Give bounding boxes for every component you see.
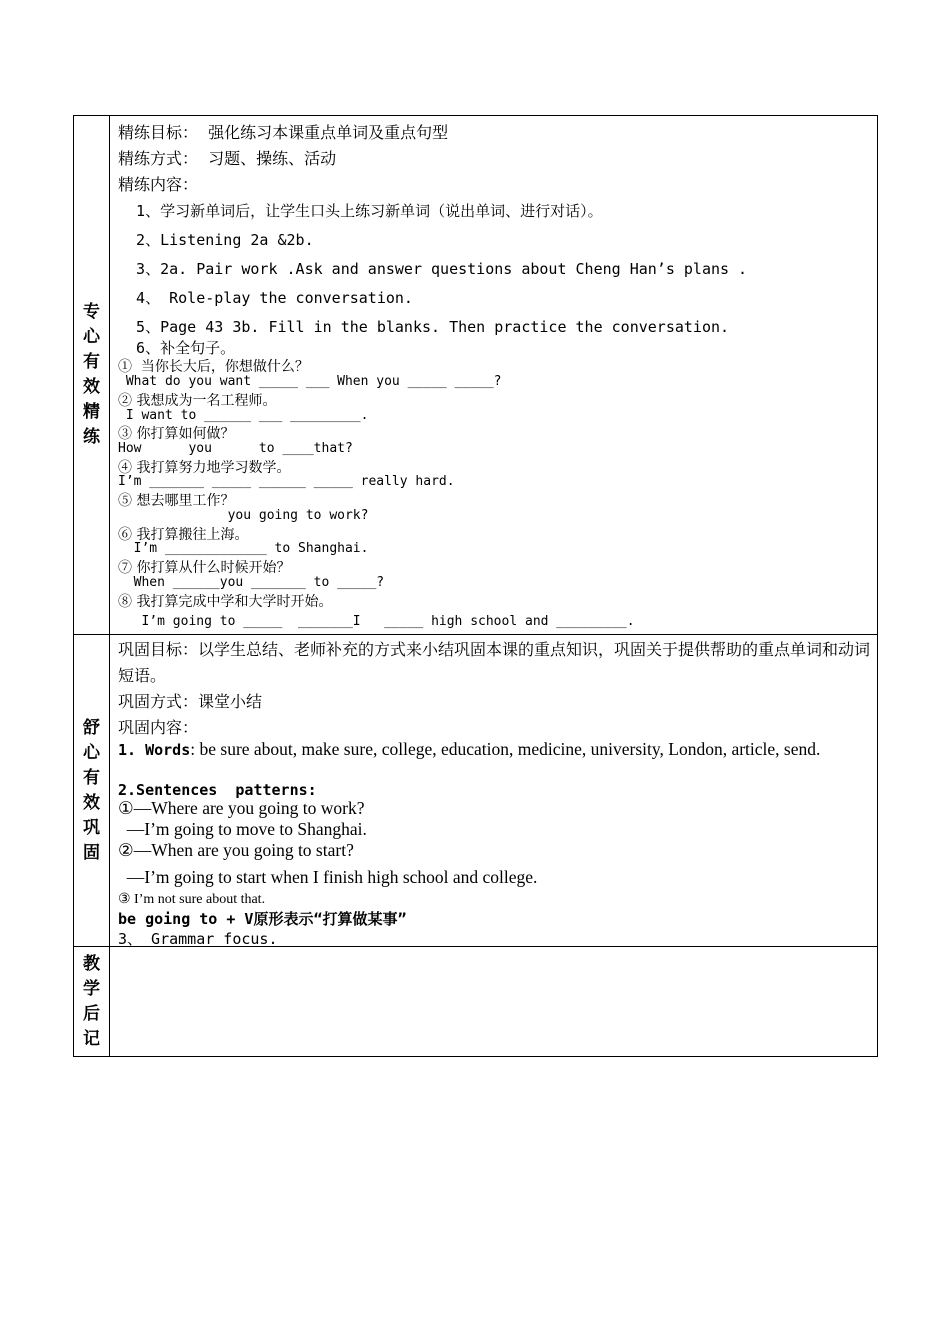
exercise-en: I’m _____________ to Shanghai. [118,541,369,556]
practice-section [74,116,877,634]
exercise-cn: ⑥ 我打算搬往上海。 [118,527,249,543]
exercise-en: I want to ______ ___ _________. [118,408,369,423]
sentence-line: ②—When are you going to start? [118,840,354,860]
practice-item: 4、 Role-play the conversation. [118,289,413,307]
exercise-cn: ④ 我打算努力地学习数学。 [118,460,291,476]
exercise-cn: ③ 你打算如何做？ [118,426,235,442]
exercise-en: I’m going to _____ _______I _____ high school and _________. [118,614,635,629]
practice-content-title: 精练内容： [118,175,199,194]
grammar-rule: be going to + V原形表示“打算做某事” [118,910,407,928]
practice-goal: 精练目标： 强化练习本课重点单词及重点句型 [118,123,449,142]
words-text: : be sure about, make sure, college, education, medicine, university, London, article, send. [190,739,821,759]
sentence-line: —I’m going to move to Shanghai. [118,819,367,839]
exercise-en: you going to work? [118,508,369,523]
consolidation-method: 巩固方式：课堂小结 [118,692,263,711]
exercise-cn: ⑦ 你打算从什么时候开始？ [118,560,291,576]
words-prefix: 1. Words [118,741,191,759]
practice-item: 6、补全句子。 [118,339,236,357]
lesson-table [73,115,878,1057]
practice-item: 1、学习新单词后，让学生口头上练习新单词（说出单词、进行对话）。 [118,202,603,220]
reflection-section [74,946,877,1057]
practice-item: 5、Page 43 3b. Fill in the blanks. Then practice the conversation. [118,318,730,336]
consolidation-section [74,634,877,947]
practice-content [118,116,871,634]
practice-label: 专 心 有 效 精 练 [74,116,110,634]
exercise-en: I’m _______ _____ ______ _____ really hard. [118,474,455,489]
sentence-line: —I’m going to start when I finish high school and college. [118,867,538,887]
sentence-small: ③ I’m not sure about that. [118,892,266,907]
exercise-cn: ⑤ 想去哪里工作？ [118,493,235,509]
practice-item: 3、2a. Pair work .Ask and answer questions about Cheng Han’s plans . [118,260,748,278]
exercise-en: How you to ____that? [118,441,353,456]
consolidation-content-title: 巩固内容： [118,718,199,737]
sentence-line: ①—Where are you going to work? [118,798,365,818]
exercise-cn: ① 当你长大后，你想做什么？ [118,359,309,375]
exercise-en: What do you want _____ ___ When you _____ _____? [118,374,502,389]
practice-item: 2、Listening 2a &2b. [118,231,314,249]
exercise-cn: ② 我想成为一名工程师。 [118,393,277,409]
key-words [118,738,871,761]
practice-method: 精练方式： 习题、操练、活动 [118,149,337,168]
exercise-en: When ______you _______ to _____? [118,575,385,590]
reflection-content [118,947,871,1057]
consolidation-content [118,635,871,947]
grammar-focus: 3、 Grammar focus. [118,930,278,948]
exercise-cn: ⑧ 我打算完成中学和大学时开始。 [118,594,333,610]
consolidation-label: 舒 心 有 效 巩 固 [74,635,110,947]
patterns-title: 2.Sentences patterns: [118,781,317,799]
consolidation-goal: 巩固目标：以学生总结、老师补充的方式来小结巩固本课的重点知识，巩固关于提供帮助的重点单词和动词短语。 [118,640,871,685]
reflection-label: 教 学 后 记 [74,947,110,1057]
